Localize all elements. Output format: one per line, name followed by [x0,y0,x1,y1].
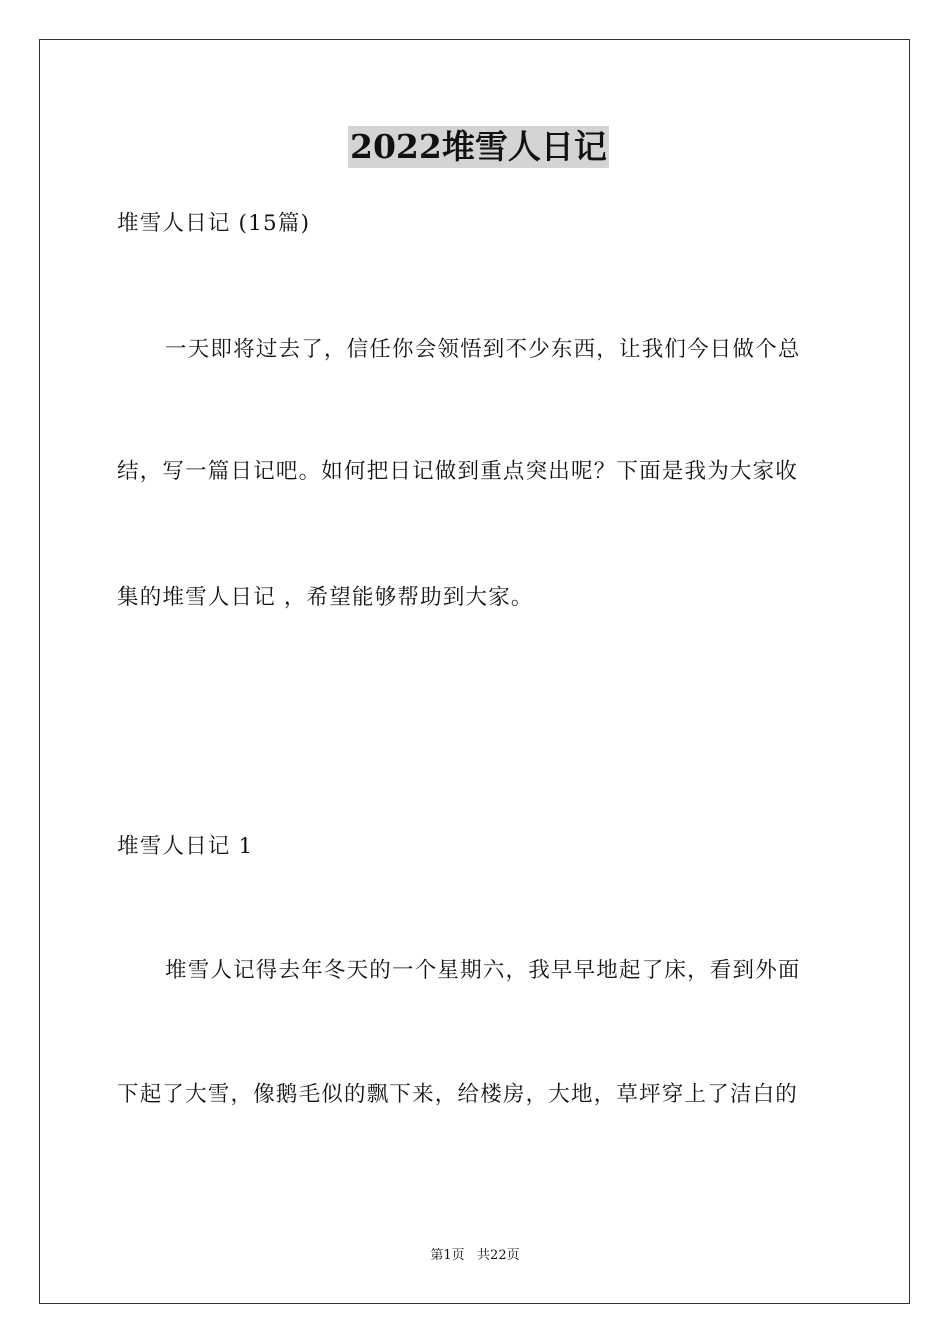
intro-line-1: 一天即将过去了，信任你会领悟到不少东西，让我们今日做个总 [165,337,801,362]
section-heading: 堆雪人日记 1 [117,834,254,859]
intro-line-2: 结，写一篇日记吧。如何把日记做到重点突出呢？下面是我为大家收 [117,459,799,484]
page-footer: 第1页 共22页 [430,1248,520,1263]
intro-line-3: 集的堆雪人日记 ，希望能够帮助到大家。 [117,585,534,610]
document-subtitle: 堆雪人日记 (15篇) [117,211,311,236]
body-line-2: 下起了大雪，像鹅毛似的飘下来，给楼房，大地，草坪穿上了洁白的 [117,1082,799,1107]
body-line-1: 堆雪人记得去年冬天的一个星期六，我早早地起了床，看到外面 [165,958,801,983]
document-title: 2022堆雪人日记 [350,127,607,166]
